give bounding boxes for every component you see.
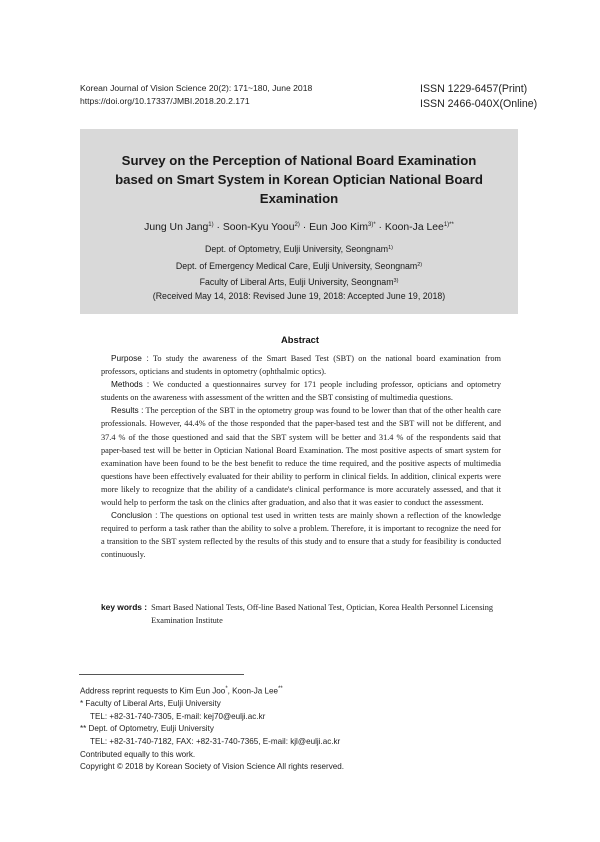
results-label: Results : [111,405,144,416]
paper-title [80,151,518,208]
results-text: The perception of the SBT in the optometry group was found to be lower than that of the other health care professionals. However, 44.4% of the those responded that the paper-based test and the SBT will not be different, and 37.4 % of the those questioned and said that the SBT system will be better and 31.4 % of the respondents said that paper-based test will be better in Optician National Board Examination. The most positive aspects of smart system for examination have been found to be the best benefit to reduce the time required, and the positive aspects of multimedia questions have been effectively evaluated for their ability to perform in clinical fields. In addition, clinical experts were more likely to recognize that the ability of a candidate's clinical performance is more accurately assessed, and that it would help to perform the task on the clinics after graduation, and also that it was easier to conduct the assessment. [101,406,501,508]
affiliation-text: Dept. of Emergency Medical Care, Eulji University, Seongnam [175,260,418,271]
abstract-results [101,404,501,509]
affiliation-text: Dept. of Optometry, Eulji University, Seongnam [205,244,389,254]
author-name: Soon-Kyu Yoou [222,222,295,233]
abstract-body [101,352,501,562]
conclusion-text: The questions on optional test used in written tests are mainly shown a reflection of the knowledge required to perform a task rather than the ability to solve a problem. Therefore, it is important to recognize the need for a transition to the SBT system reflected by the results of this study and to ensure that a study for feasibility is conducted continuously. [101,511,501,560]
keywords-value: Smart Based National Tests, Off-line Based National Test, Optician, Korea Health Personnel Licensing Examination Institute [151,603,494,625]
issn-print: ISSN 1229-6457(Print) [420,83,528,95]
footnote-star2-contact: TEL: +82-31-740-7182, FAX: +82-31-740-7365, E-mail: kjl@eulji.ac.kr [90,737,341,747]
reprint-mark: * [225,686,228,692]
title-line-3: Examination [259,191,339,206]
author-separator: · [375,222,385,233]
journal-citation: Korean Journal of Vision Science 20(2): 171~180, June 2018 [80,83,313,93]
affiliation-item [80,258,518,275]
affiliation-mark: 3) [393,278,399,284]
author-name: Koon-Ja Lee [384,222,444,233]
footnote-star1-contact: TEL: +82-31-740-7305, E-mail: kej70@eulji.ac.kr [90,711,266,721]
affiliation-text: Faculty of Liberal Arts, Eulji University, Seongnam [199,277,394,287]
reprint-text-2: , Koon-Ja Lee [227,686,279,696]
issn-online: ISSN 2466-040X(Online) [420,98,538,110]
title-line-1: Survey on the Perception of National Board Examination [121,153,477,168]
author-affil-mark: 3)* [368,222,376,228]
author-separator: · [299,222,310,233]
abstract-methods [101,378,501,404]
footnote-star2: ** Dept. of Optometry, Eulji University [80,724,214,734]
doi-link[interactable]: https://doi.org/10.17337/JMBI.2018.20.2.171 [80,96,250,106]
author-affil-mark: 2) [294,222,300,228]
received-dates: (Received May 14, 2018: Revised June 19, 2018: Accepted June 19, 2018) [152,291,446,301]
author-separator: · [213,222,223,233]
affiliation-mark: 2) [417,261,423,268]
footnotes [80,683,500,774]
author-name: Eun Joo Kim [309,222,368,233]
author-list [80,222,518,233]
author-name: Jung Un Jang [144,222,209,233]
author-affil-mark: 1) [208,222,214,228]
keywords-label: key words : [101,602,148,612]
methods-text: We conducted a questionnaires survey for 171 people including professor, opticians and optometry students on the awareness with assessment of the written and the SBT consisting of multimedia questions. [101,380,501,403]
methods-label: Methods : [111,379,150,390]
purpose-label: Purpose : [111,353,149,363]
affiliation-list [80,241,518,291]
keywords [101,601,505,627]
title-line-2: based on Smart System in Korean Optician National Board [115,172,483,187]
issn-block [420,82,537,112]
footnote-divider [79,674,244,675]
equal-contribution: Contributed equally to this work. [80,749,196,759]
copyright: Copyright © 2018 by Korean Society of Vision Science All rights reserved. [80,762,345,772]
reprint-text: Address reprint requests to Kim Eun Joo [80,686,226,696]
footnote-star1: * Faculty of Liberal Arts, Eulji University [80,699,221,709]
affiliation-mark: 1) [388,245,393,251]
reprint-request [80,683,500,698]
affiliation-item [80,241,518,258]
affiliation-item [80,274,518,291]
reprint-mark-2: ** [278,686,283,692]
journal-header [80,82,312,108]
author-affil-mark: 1)** [443,222,454,228]
abstract-purpose [101,352,501,378]
purpose-text: To study the awareness of the Smart Based Test (SBT) on the national board examination from professors, opticians and students in optometry (ophthalmic optics). [101,354,501,377]
abstract-conclusion [101,509,501,561]
conclusion-label: Conclusion : [111,510,158,521]
abstract-heading: Abstract [280,334,320,345]
title-box [80,129,518,314]
